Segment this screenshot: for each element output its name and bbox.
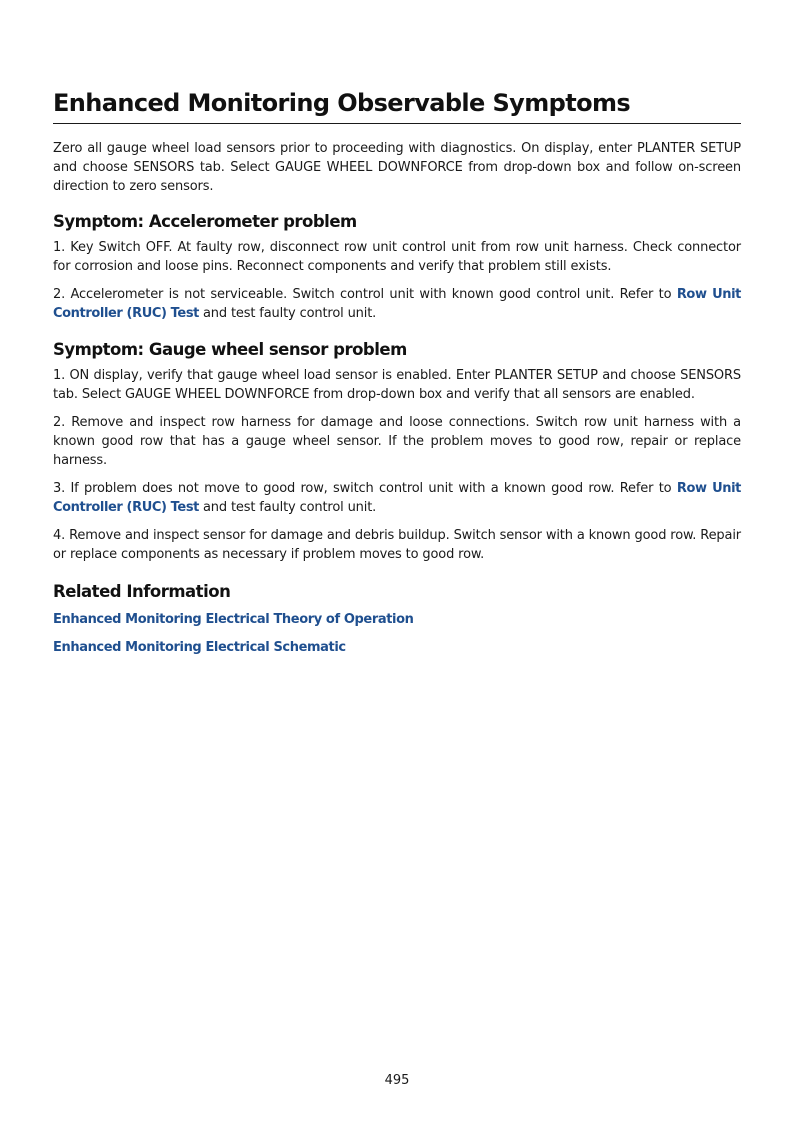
related-information-heading: Related Information: [53, 582, 231, 601]
step-paragraph: 1. Key Switch OFF. At faulty row, disconnect row unit control unit from row unit harness. Check connector for corrosion and loose pins. Reconnect components and verify that problem still exists.: [53, 240, 741, 274]
theory-of-operation-link[interactable]: Enhanced Monitoring Electrical Theory of Operation: [53, 612, 414, 627]
step-text: and test faulty control unit.: [198, 306, 377, 321]
step-paragraph: [53, 285, 741, 323]
row-unit-controller-test-link[interactable]: Row Unit Controller (RUC) Test: [53, 481, 741, 515]
section-heading-gauge-wheel: Symptom: Gauge wheel sensor problem: [53, 340, 407, 359]
step-paragraph: 4. Remove and inspect sensor for damage and debris buildup. Switch sensor with a known good row. Repair or replace components as necessary if problem moves to good row.: [53, 528, 741, 562]
electrical-schematic-link[interactable]: Enhanced Monitoring Electrical Schematic: [53, 640, 346, 655]
step-text: 2. Accelerometer is not serviceable. Switch control unit with known good control unit. Refer to: [53, 287, 677, 302]
document-page: [53, 86, 741, 657]
step-text: 3. If problem does not move to good row, switch control unit with a known good row. Refer to: [53, 481, 677, 496]
step-text: and test faulty control unit.: [198, 500, 377, 515]
row-unit-controller-test-link[interactable]: Row Unit Controller (RUC) Test: [53, 287, 741, 321]
step-paragraph: 2. Remove and inspect row harness for damage and loose connections. Switch row unit harness with a known good row that has a gauge wheel sensor. If the problem moves to good row, repair or replace harness.: [53, 415, 741, 468]
intro-paragraph: Zero all gauge wheel load sensors prior to proceeding with diagnostics. On display, enter PLANTER SETUP and choose SENSORS tab. Select GAUGE WHEEL DOWNFORCE from drop-down box and follow on-screen direction to zero sensors.: [53, 141, 741, 194]
section-heading-accelerometer: Symptom: Accelerometer problem: [53, 212, 357, 231]
step-paragraph: [53, 479, 741, 517]
page-number: 495: [384, 1073, 410, 1088]
page-title: Enhanced Monitoring Observable Symptoms: [53, 86, 741, 124]
step-paragraph: 1. ON display, verify that gauge wheel load sensor is enabled. Enter PLANTER SETUP and choose SENSORS tab. Select GAUGE WHEEL DOWNFORCE from drop-down box and verify that all sensors are enabled.: [53, 368, 741, 402]
